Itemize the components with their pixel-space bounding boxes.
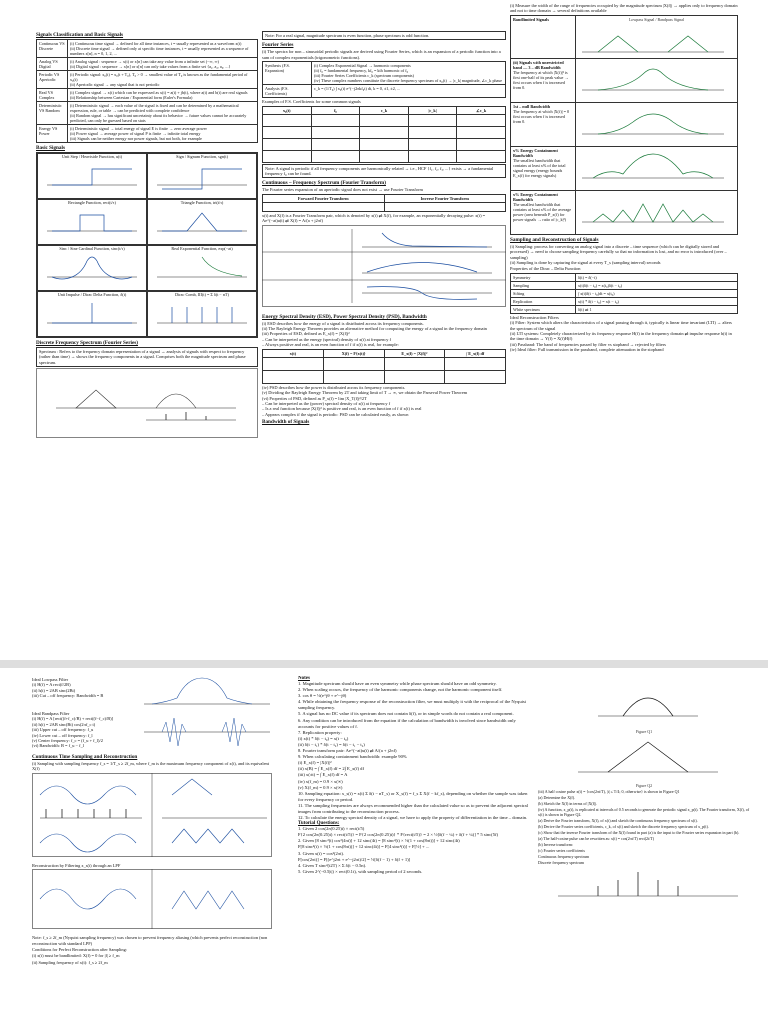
note-item: (ii) x(B) = ∫ E_x(f) df = 2∫ E_x(f) df [298,766,364,772]
tutorial-item: F[8 sinc²(t) × ½(1 + cos(8πt))] + 12 sinc(4t)] = F[4 sinc²(t)] + F[½] + ... [298,844,430,850]
delta-property-name: Replication [511,297,576,305]
basic-signal-plot [42,297,142,331]
analysis-label: Analysis (F.S. Coefficients) [263,85,312,98]
note-item: 10. Sampling equation: x_s(t) = x(t) Σ δ(t − nT_s) or X_s(f) = f_s Σ X(f − kf_s), depending on whether the sample was taken for every frequency or period. [298,790,528,802]
basic-signal-cell [37,291,147,337]
ft-text: The Fourier series expansion of an aperiodic signal does not exist → use Fourier Transform [262,187,423,193]
section-title-sampling: Sampling and Reconstruction of Signals [510,236,599,243]
delta-row [511,281,738,289]
bandwidth-desc-text: The frequency at which |X(f)|² is first one-half of its peak value → first occurs when f is increased from 0. [513,69,569,90]
basic-signal-cell [147,291,257,337]
note-item: 12. To calculate the energy spectral density of a signal, we have to apply the property of differentiation in the time – domain. [298,815,528,821]
ideal-filter-text: Ideal Reconstruction Filters (i) Filter: System which alters the characteristics of a signal passing through it, typically is linear time invariant (LTI) → alters the spectrum of the signal (ii) LTI systems: Completely characterized by its frequency response H(f) in the frequency domain ⇌ impulse response h(t) in the time domain → Y(f) = X(f)H(f) (iii) Passband: The band of frequencies passed by filter vs stopband → rejected by filters (iv) Ideal filter: Full transmission in the passband, complete attenuation in the stopband [510,314,732,353]
question-item: (b) Sketch the X(f) in terms of |X(f)|. [538,801,598,806]
delta-property-formula: δ(t) = δ(−t) [576,273,738,281]
ideal-bandpass-text: Ideal Bandpass Filter (i) H(f) = A [rect((f+f_c)/B) + rect((f−f_c)/B)] (ii) h(t) = 2AB sinc(Bt) cos(2πf_c t) (iii) Upper cut – off frequency: f_u (iv) Lower cut – off frequency: f_l (v) Center frequency: f_c = (f_u + f_l)/2 (vi) Bandwidth: B = f_u − f_l [32,711,114,749]
perfect-title: Conditions for Perfect Reconstruction after Sampling: [32,947,127,953]
bandwidth-row [511,58,738,102]
basic-signal-cell [147,199,257,245]
basic-signal-plot [152,205,252,239]
ft-example-figure [262,225,506,307]
bandwidth-row [511,102,738,146]
bandwidth-fig-label: Lowpass Signal / Bandpass Signal [628,16,685,22]
bw-text: (i) Measure the width of the range of frequencies occupied by the magnitude spectrum |X(f)| → applies only to frequency domain and not to time domain → several definitions available [510,3,738,14]
note-item: (ii) δ(t − t₁) * δ(t − t₂) = δ(t − t₁ − t₂) [298,741,365,747]
tutorial-item: F[cos(2πt)] = F[(e^j2πt + e^−j2πt)/2] = ½[δ(f − 1) + δ(f + 1)] [298,856,411,862]
basic-signal-label: Unit Impulse / Dirac Delta Function, δ(t) [57,292,127,297]
esd-table-header: X(f) = F{x(t)} [323,349,384,357]
signal-row-label: Energy VS Power [37,125,68,143]
perfect-condition-item: (ii) Sampling frequency of x(t): f_s ≥ 2f_m [32,959,108,965]
signal-row-label: Continuous VS Discrete [37,40,68,58]
basic-signal-plot [42,251,142,285]
bandwidth-label-text: Bandlimited Signals [513,16,549,22]
bandwidth-row-figure [576,102,738,146]
section-title-bandwidth: Bandwidth of Signals [262,419,310,426]
signal-row-text: (i) Analog signal : sequence → x(t) or x[n] can take any value from a infinite set (−∞, ∞) (ii) Digital signal : sequence → x[n] or x[n] can only take values from a finite set {a₁, a₂, a₃, ...} [68,58,258,71]
note-item: 9. When calculating containment bandwidth: example 90% [298,754,407,760]
signals-classification-table [36,39,258,143]
figure-q2 [538,734,750,778]
fs-examples-table [262,106,506,163]
psd-text: (iv) PSD describes how the power is distributed across its frequency components. (v) Dividing the Rayleigh Energy Theorem by 2T and taking limit of T → ∞, we obtain the Parseval Power Theorem (vi) Properties of PSD, defined as P_x(f) = lim |X_T(f)|²/2T – Can be interpreted as the (power) spectral density of x(t) at frequency f – Is a real function because |X(f)|² is positive and real, is an even function of f if x(t) is real – Appears complex if the signal is periodic: PSD can be calculated easily, as shown [262,384,468,417]
note-item: 3. cos θ = ½(e^jθ + e^−jθ) [298,693,347,699]
ct-text: (i) Sampling with sampling frequency f_s = 1/T_s ≥ 2f_m, where f_m is the maximum frequency component of x(t), and its equivalent X(f) [32,761,269,772]
delta-property-formula: x(t)δ(t − t₀) = x(t₀)δ(t − t₀) [576,281,738,289]
bandwidth-row-figure [576,146,738,190]
signal-row-label: Deterministic VS Random [37,102,68,125]
section-title-basic-signals: Basic Signals [36,145,65,151]
basic-signal-cell [147,245,257,291]
section-title-fourier-transform: Continuous – Frequency Spectrum (Fourier Transform) [262,180,386,187]
figure-q2-label: Figure Q2 [635,783,653,788]
basic-signal-plot [42,159,142,193]
esd-text: (i) ESD describes how the energy of a signal is distributed across its frequency components. (ii) The Rayleigh Energy Theorem provides an alternative method for computing the energy of a signal in the frequency domain (iii) Properties of ESD, defined as E_x(f) = |X(f)|² – Can be interpreted as the energy (spectral) density of x(t) at frequency f – Always positive and real, is an even function of f if x(t) is real, for example: [262,320,487,348]
ft-table [262,194,506,212]
question-item: (a) The half-cosine pulse can be rewritten as: x(t) = cos(2πt/T) rect(2t/T) [538,836,655,841]
bandwidth-plot [578,192,728,232]
bandwidth-desc-text: The frequency at which |X(f)| = 0 first occurs when f is increased from 0. [513,108,570,124]
note-item: (iii) x(±t) = ∫ E_x(f) df = A [298,772,348,778]
note-item: 11. The sampling frequencies are always recommended higher than the calculated value so as to prevent the adjacent spectral images from contributing to the reconstruction process. [298,802,528,814]
notes-title: Notes [298,676,310,681]
esd-table-header: x(t) [263,349,324,357]
signal-row-label: Periodic VS Aperiodic [37,71,68,89]
question-item: (b) Inverse transform: [538,842,574,847]
note-item: 5. A signal has no DC value if its spectrum does not contain δ(f), or in simple words do not contain a real component. [298,711,514,717]
note-nyquist: Note: f_s ≥ 2f_m (Nyquist sampling frequency) was chosen to prevent frequency aliasing (which prevents perfect reconstruction (non reconstruction with standard LPF) [32,935,268,946]
basic-signal-label: Sinc / Sine Cardinal Function, sinc(t/τ) [59,246,125,251]
bandwidth-table [510,15,738,235]
note-item: 1. Magnitude spectrum should have an even symmetry while phase spectrum should have an odd symmetry. [298,681,497,686]
dfs-text: Spectrum : Refers to the frequency domain representation of a signal → analysis of signals with respect to frequency (rather than time) → shows the frequency components in a signal. Comprises both the magnitude spectrum and phase spectrum. [36,347,258,367]
signal-row-text: (i) Periodic signal: x₀(t) = x₀(t + T₀), T₀ > 0 → smallest value of T₀ is known as the fundamental period of x₀(t) (ii) Aperiodic signal → any signal that is not periodic [68,71,258,89]
bandwidth-label-text: (ii) Signals with unrestricted band — 3 – dB Bandwidth [513,59,564,70]
section-title-fourier-series: Fourier Series [262,42,294,49]
signal-row-label: Real VS Complex [37,89,68,102]
basic-signal-plot [152,159,252,193]
recon-text: Reconstruction by Filtering x_s(t) through an LPF [32,862,121,868]
basic-signal-plot [152,297,252,331]
basic-signal-plot [152,251,252,285]
bandwidth-plot [578,60,728,100]
esd-table-header: ∫ E_x(f) df [445,349,506,357]
page1-column-3 [510,2,738,660]
signal-row [37,89,258,102]
synthesis-label: Synthesis (F.S. Expansion) [263,62,312,85]
delta-property-formula: x(t) * δ(t − t₀) = x(t − t₀) [576,297,738,305]
bandwidth-row-label [511,102,576,146]
basic-signal-cell [37,199,147,245]
bandwidth-row-label [511,146,576,190]
basic-signal-cell [37,153,147,199]
fs-text: (i) The spectra for non – sinusoidal periodic signals are derived using Fourier Series, which is an expansion of a periodic function into a sum of complex exponentials (trigonometric functions). [262,49,501,60]
delta-property-formula: δ(t) ⇌ 1 [576,305,738,313]
note-top: Note: For a real signal, magnitude spectrum is even function, phase spectrum is odd function. [262,31,506,40]
basic-signal-label: Real Exponential Function, exp(−at) [171,246,233,251]
basic-signal-label: Unit Step / Heaviside Function, u(t) [61,154,122,159]
delta-property-name: Sampling [511,281,576,289]
figure-q1-label: Figure Q1 [635,729,653,734]
bandwidth-row [511,15,738,58]
question-item: Continuous frequency spectrum [538,854,590,859]
figure-q1 [538,676,750,724]
question-item: Discrete frequency spectrum [538,860,584,865]
bandwidth-row-figure [576,15,738,58]
note-item: (v) X(f_m) = 0.9 × x(∞) [298,784,343,790]
note-item: 4. While obtaining the frequency response of the reconstruction filter, we must multiply it with the reciprocal of the Nyquist sampling frequency. [298,699,526,711]
signal-row-text: (i) Complex signal → x(t) which can be expressed as x(t) = a(t) + jb(t), where a(t) and b(t) are real signals (ii) Relationship between Cartesian / Exponential form (Euler's Formula) [68,89,258,102]
fs-note: Note: A signal is periodic if all frequency components are harmonically related → i.e., HCF {f₁, f₂, f₃, ...} exists → a fundamental frequency f₀ can be found. [262,164,506,179]
fs-example-header: f₀ [311,106,360,114]
signal-row-text: (i) Deterministic signal → each value of the signal is fixed and can be determined by a mathematical expression, rule, or table → can be predicted with complete confidence (ii) Random signal → has significant uncertainty about its behavior → future values cannot be accurately predicted, can only be guessed based on stats [68,102,258,125]
analysis-text: c_k = (1/T₀) ∫ x₀(t) e^(−j2πkf₀t) dt, k = 0, ±1, ±2, ... [312,85,506,98]
note-item: (iv) x(f_m) = 0.9 × x(∞) [298,778,343,784]
basic-signal-label: Triangle Function, tri(t/τ) [180,200,224,205]
reconstruction-figure [32,869,272,929]
dfs-spectrum-figure [36,368,258,438]
signal-row [37,125,258,143]
bandwidth-row-label [511,58,576,102]
delta-row [511,297,738,305]
delta-title: Properties of the Dirac – Delta Function [510,266,581,272]
note-item: 6. Any condition can be introduced from the equation if the calculation of bandwidth is involved since bandwidth only accounts for positive values of f. [298,717,516,729]
note-item: (i) E_x(f) = |X(f)|² [298,760,332,766]
note-item: (i) x(t) * δ(t − t₀) = x(t − t₀) [298,735,349,741]
ft-pair-text: x(t) and X(f) is a Fourier Transform pair, which is denoted by x(t) ⇌ X(f), for example, an exponentially decaying pulse: x(t) = Ae^(−at)u(t) ⇌ X(f) = A/(a + j2πf) [262,212,486,224]
notes-list [298,681,530,821]
page2-column-1 [32,676,272,1024]
fs-examples-title: Examples of F.S. Coefficients for some common signals [262,99,361,105]
ft-forward-label: Forward Fourier Transform [263,194,385,202]
delta-property-name: Sifting [511,289,576,297]
signal-row [37,58,258,71]
delta-properties-table [510,273,738,314]
section-title-dfs: Discrete Frequency Spectrum (Fourier Series) [36,340,138,346]
delta-property-name: White spectrum [511,305,576,313]
tutorial-title: Tutorial Questions: [298,821,340,827]
lowpass-figure [142,676,272,710]
bandpass-figure [142,710,272,752]
bandwidth-label-text: x% Energy Containment Bandwidth [513,191,558,202]
solution-spectrum-figure [538,866,750,906]
fs-example-header: x₀(t) [263,106,312,114]
signal-row-label: Analog VS Digital [37,58,68,71]
fs-example-header: c_k [360,106,409,114]
basic-signal-label: Dirac Comb, III(t) = Σ δ(t − nT) [175,292,229,297]
delta-row [511,305,738,313]
bandwidth-row-figure [576,190,738,234]
question-item: (iv) A function, x_p(t), is replicated at intervals of 0.5 seconds to generate the periodic signal x_p(t). The Fourier transform, X(f), of x(t) is shown in Figure Q2. [538,807,750,817]
basic-signal-label: Rectangle Function, rect(t/τ) [68,200,116,205]
bandwidth-label-text: x% Energy Containment Bandwidth [513,147,558,158]
tutorial-item: 1. Given 2 cos(2π(0.25)t) × rect(t/5) [298,826,365,832]
question-list [538,789,750,865]
section-title-ct-sampling: Continuous Time Sampling and Reconstruction [32,754,138,760]
page1-column-1 [36,30,258,660]
bandwidth-row [511,190,738,234]
bandwidth-row [511,146,738,190]
perfect-conditions-list [32,953,272,965]
synthesis-text: (i) Complex Exponential Signal → harmonic components (ii) f₀ = fundamental frequency, kf₀ = kth harmonic of f₀ (iii) Fourier Series Coefficients c_k (spectrum components) (iv) These complex numbers constitute the discrete frequency spectrum of x₀(t) → |c_k| magnitude, ∠c_k phase [312,62,506,85]
tutorial-item: F{2 cos(2π(0.25)t) × rect(t/5)} = F{2 cos(2π(0.25)t)} * F{rect(t/5)} = 2 × ½[δ(f − ¼) + δ(f + ¼)] * 5 sinc(5f) [298,832,499,838]
tutorial-list [298,826,530,875]
bandwidth-plot [578,104,728,144]
delta-property-formula: ∫ x(t)δ(t − t₀)dt = x(t₀) [576,289,738,297]
bandwidth-plot [578,22,728,56]
section-title-signals: Signals Classification and Basic Signals [36,32,124,38]
tutorial-item: 4. Given T sinc²(t2T) × Σ δ(t − 0.5n). [298,862,367,868]
esd-table [262,349,506,384]
question-item: (a) Derive the Fourier transform, X(f), of x(t) and sketch the continuous frequency spectrum of x(t). [538,818,698,823]
tutorial-item: 5. Given 2^(−0.5|t|) × rect(0.1t), with sampling period of 2 seconds. [298,868,423,874]
note-item: 7. Replication property: [298,729,342,735]
signal-row [37,102,258,125]
bandwidth-desc-text: The smallest bandwidth that contains at least x% of the average power (area beneath P_x(f) for power signals → ratio of |c_k|²) [513,201,572,222]
signal-row-text: (i) Continuous time signal → defined for all time instances, t = usually represented as a waveform x(t) (ii) Discrete time signal → defined only at specific time instances, t = usually represented as a sequence of numbers x[n], n = 0, 1, 2, ... [68,40,258,58]
ft-inverse-label: Inverse Fourier Transform [384,194,506,202]
bandwidth-row-label [511,15,576,58]
basic-signal-cell [37,245,147,291]
signal-row [37,40,258,58]
page-2 [0,668,768,1024]
basic-signal-plot [42,205,142,239]
signal-row [37,71,258,89]
fs-example-header: ∠c_k [457,106,506,114]
question-item: (c) Show that the inverse Fourier transform of the X(f) found in part (a) is the input to the Fourier series expansion in part (b). [538,830,740,835]
page2-column-2 [298,676,530,1024]
note-item: 8. Fourier transform pair: Ae^(−at)u(t) ⇌ A/(a + j2πf) [298,748,397,754]
section-title-esd: Energy Spectral Density (ESD), Power Spectral Density (PSD), Bandwidth [262,313,427,320]
sampling-block-figure [32,773,272,857]
bandwidth-plot [578,148,728,188]
question-item: (c) Fourier series coefficients [538,848,585,853]
fs-synthesis-table [262,61,506,98]
basic-signal-cell [147,153,257,199]
sampling-text: (i) Sampling: process for converting an analog signal into a discrete – time sequence (which can be digitally stored and processed) → need to choose sampling frequency carefully so that no information is lost, and no error is introduced (over – sampling) (ii) Sampling is done by capturing the signal at every T_s (sampling interval) seconds [510,243,727,266]
question-item: (b) Derive the Fourier series coefficients, c_k, of x(t) and sketch the discrete frequency spectrum of x_p(t). [538,824,709,829]
signal-row-text: (i) Deterministic signal → total energy of signal E is finite → zero average power (ii) Power signal → average power of signal P is finite → infinite total energy (iii) Signals can be neither energy nor power signals, but not both, for example [68,125,258,143]
bandwidth-row-figure [576,58,738,102]
delta-property-name: Symmetry [511,273,576,281]
delta-row [511,289,738,297]
tutorial-item: 2. Given [8 sinc²(t) cos²(4πt)] + 12 sinc(4t) = [8 sinc²(t) × ½(1 + cos(8πt))] + 12 sinc(4t) [298,838,460,844]
perfect-condition-item: (i) x(t) must be bandlimited: X(f) = 0 for |f| ≥ f_m [32,953,120,959]
note-item: 2. When scaling occurs, the frequency of the harmonic components change, not the harmonic component itself. [298,687,503,693]
tutorial-item: 3. Given x(t) = cos²(2πt). [298,850,345,856]
page1-column-2 [262,30,506,660]
esd-table-header: E_x(f) = |X(f)|² [384,349,445,357]
bandwidth-desc-text: The smallest bandwidth that contains at least x% of the total signal energy (energy bounds E_x(f) for energy signals) [513,157,566,178]
ideal-lowpass-text: Ideal Lowpass Filter (i) H(f) = A rect(f/2B) (ii) h(t) = 2AB sinc(2Bt) (iii) Cut – off frequency: Bandwidth = B [32,677,104,699]
basic-signals-grid [36,152,258,338]
delta-row [511,273,738,281]
bandwidth-label-text: 1st – null Bandwidth [513,103,551,109]
question-item: (iii) A half cosine pulse x(t) = {cos(2πt/T), |t| ≤ T/4; 0, otherwise} is shown in Figure Q1 [538,789,680,794]
bandwidth-row-label [511,190,576,234]
basic-signal-label: Sign / Signum Function, sgn(t) [176,154,228,159]
question-item: (a) Determine the X(f). [538,795,576,800]
page2-column-3 [538,676,750,1024]
fs-example-header: |c_k| [408,106,457,114]
